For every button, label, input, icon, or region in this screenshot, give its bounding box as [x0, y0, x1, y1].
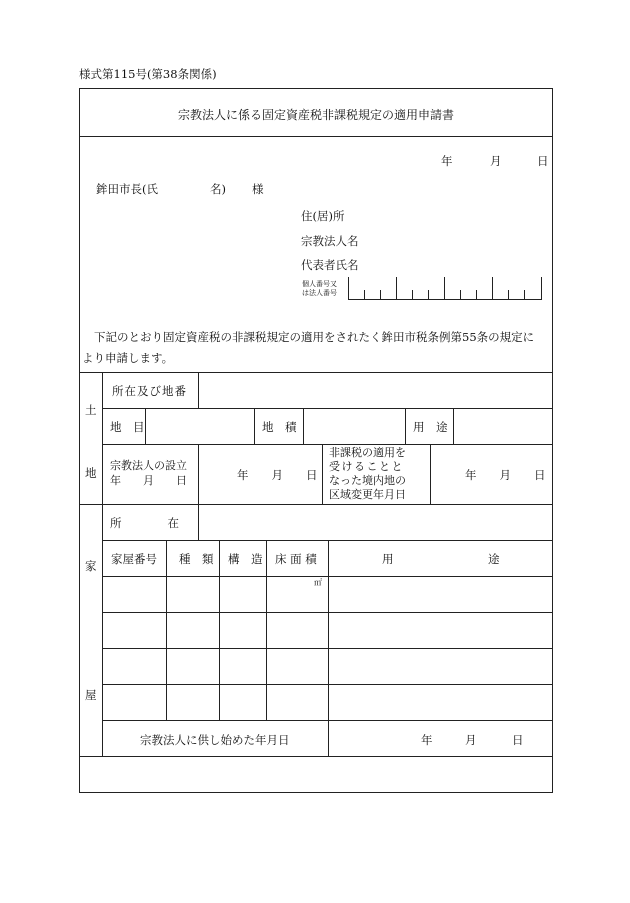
- land-use-label: 用 途: [413, 420, 448, 434]
- land-area-label: 地 積: [262, 420, 297, 434]
- form-number: 様式第115号(第38条関係): [79, 67, 217, 81]
- land-established-label-2: 年 月 日: [110, 474, 187, 487]
- house-header-structure: 構 造: [228, 552, 263, 566]
- date-year: 年: [441, 154, 453, 168]
- title-divider: [80, 136, 552, 137]
- applicant-representative-label: 代表者氏名: [301, 258, 359, 272]
- date-day: 日: [537, 154, 549, 168]
- house-header-use-1: 用: [382, 552, 394, 566]
- land-chimoku-label: 地 目: [110, 420, 145, 434]
- side-column-divider: [102, 372, 103, 756]
- house-row-divider-2: [102, 576, 552, 577]
- house-start-day: 日: [512, 733, 524, 747]
- applicant-corporation-label: 宗教法人名: [301, 234, 359, 248]
- request-text-2: より申請します。: [82, 351, 174, 365]
- land-row-divider-2: [102, 444, 552, 445]
- land-location-label: 所在及び地番: [112, 384, 187, 398]
- house-header-use-2: 途: [488, 552, 500, 566]
- addressee-label: 鉾田市長(氏: [96, 182, 158, 196]
- addressee-name-suffix: 名): [210, 182, 226, 196]
- house-row-divider-4: [102, 648, 552, 649]
- addressee-honorific: 様: [252, 182, 264, 196]
- land-side-label-2: 地: [85, 466, 97, 480]
- house-header-floor-area: 床 面 積: [275, 552, 317, 566]
- land-boundary-date: 年 月 日: [465, 468, 546, 482]
- land-house-divider: [80, 504, 552, 505]
- header-divider: [80, 372, 552, 373]
- house-side-label-1: 家: [85, 559, 97, 573]
- form-title: 宗教法人に係る固定資産税非課税規定の適用申請書: [177, 108, 454, 122]
- house-side-label-2: 屋: [85, 688, 97, 702]
- land-boundary-label-3: なった境内地の: [329, 474, 406, 487]
- land-boundary-label-4: 区域変更年月日: [329, 488, 406, 501]
- application-form: [79, 88, 553, 793]
- house-start-label: 宗教法人に供し始めた年月日: [140, 733, 290, 747]
- land-boundary-label-1: 非課税の適用を: [329, 446, 406, 459]
- house-start-month: 月: [465, 733, 477, 747]
- land-boundary-label-2: 受けることと: [329, 460, 404, 473]
- house-row-divider-5: [102, 684, 552, 685]
- house-header-number: 家屋番号: [111, 552, 157, 566]
- house-location-label: 所 在: [110, 516, 179, 530]
- land-established-date: 年 月 日: [237, 468, 318, 482]
- house-start-year: 年: [421, 733, 433, 747]
- id-number-label-2: は法人番号: [302, 289, 337, 297]
- land-row-divider-1: [102, 408, 552, 409]
- applicant-address-label: 住(居)所: [301, 209, 345, 223]
- house-header-type: 種 類: [179, 552, 214, 566]
- land-established-label-1: 宗教法人の設立: [110, 459, 187, 472]
- house-row-divider-1: [102, 540, 552, 541]
- id-number-boxes[interactable]: [348, 277, 542, 299]
- house-row-divider-3: [102, 612, 552, 613]
- remarks-row[interactable]: [80, 756, 552, 792]
- house-row-divider-6: [102, 720, 552, 721]
- land-side-label-1: 土: [85, 403, 97, 417]
- floor-area-unit: ㎡: [314, 578, 322, 587]
- date-month: 月: [490, 154, 502, 168]
- request-text-1: 下記のとおり固定資産税の非課税規定の適用をされたく鉾田市税条例第55条の規定に: [94, 330, 535, 344]
- id-number-label-1: 個人番号又: [302, 280, 337, 288]
